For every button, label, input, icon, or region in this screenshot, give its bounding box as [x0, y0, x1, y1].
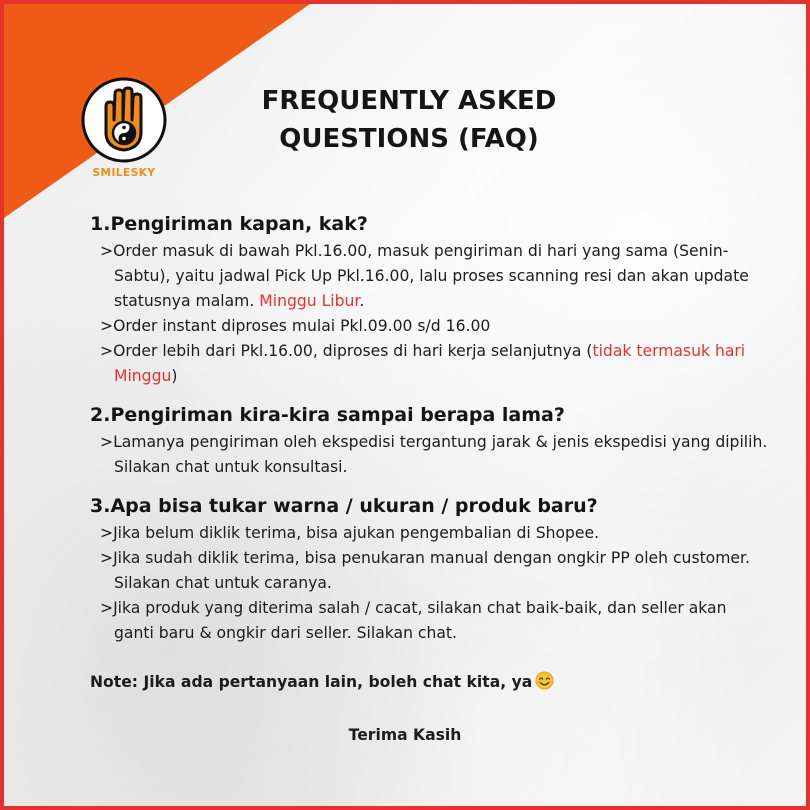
raised-hand-yin-yang-icon	[80, 76, 168, 164]
faq-question-2: 2.Pengiriman kira-kira sampai berapa lama?	[90, 404, 565, 426]
answer-text: >Order lebih dari Pkl.16.00, diproses di hari kerja selanjutnya (	[100, 342, 593, 360]
faq-question-3: 3.Apa bisa tukar warna / ukuran / produk baru?	[90, 495, 598, 517]
title-line-2: QUESTIONS (FAQ)	[279, 124, 539, 154]
page-title	[214, 82, 604, 158]
answer-text: .	[359, 292, 365, 310]
faq-answer-1-line-1	[100, 239, 770, 314]
answer-text: )	[171, 367, 178, 385]
highlight-text: tidak termasuk hari Minggu	[114, 342, 746, 385]
faq-question-1: 1.Pengiriman kapan, kak?	[90, 213, 368, 235]
faq-answer-3-line-3: >Jika produk yang diterima salah / cacat, silakan chat baik-baik, dan seller akan ganti baru & ongkir dari seller. Silakan chat.	[100, 599, 727, 642]
faq-item-3	[90, 492, 770, 646]
logo-text: SMILESKY	[92, 167, 156, 179]
smilesky-logo	[80, 76, 168, 179]
note-text	[90, 670, 770, 694]
faq-item-2	[90, 401, 770, 480]
note-label: Note: Jika ada pertanyaan lain, boleh chat kita, ya	[90, 673, 533, 691]
faq-list	[90, 210, 770, 658]
faq-answer-2	[90, 430, 770, 480]
faq-answer-3-line-2: >Jika sudah diklik terima, bisa penukaran manual dengan ongkir PP oleh customer. Silakan chat untuk caranya.	[100, 549, 750, 592]
faq-item-1	[90, 210, 770, 389]
faq-answer-1-line-2: >Order instant diproses mulai Pkl.09.00 s/d 16.00	[100, 317, 491, 335]
highlight-text: Minggu Libur	[259, 292, 360, 310]
faq-answer-3-line-1: >Jika belum diklik terima, bisa ajukan pengembalian di Shopee.	[100, 524, 600, 542]
smiling-face-icon	[535, 671, 554, 690]
faq-answer-1	[90, 239, 770, 389]
answer-text: >Order masuk di bawah Pkl.16.00, masuk pengiriman di hari yang sama (Senin-Sabtu), yaitu jadwal Pick Up Pkl.16.00, lalu proses scanning resi dan akan update statusnya malam.	[100, 242, 749, 310]
faq-answer-3	[90, 521, 770, 646]
faq-answer-1-line-3	[100, 339, 770, 389]
thanks-text: Terima Kasih	[348, 726, 462, 744]
title-line-1: FREQUENTLY ASKED	[261, 86, 557, 116]
faq-answer-2-line-1: >Lamanya pengiriman oleh ekspedisi tergantung jarak & jenis ekspedisi yang dipilih. Silakan chat untuk konsultasi.	[100, 433, 768, 476]
